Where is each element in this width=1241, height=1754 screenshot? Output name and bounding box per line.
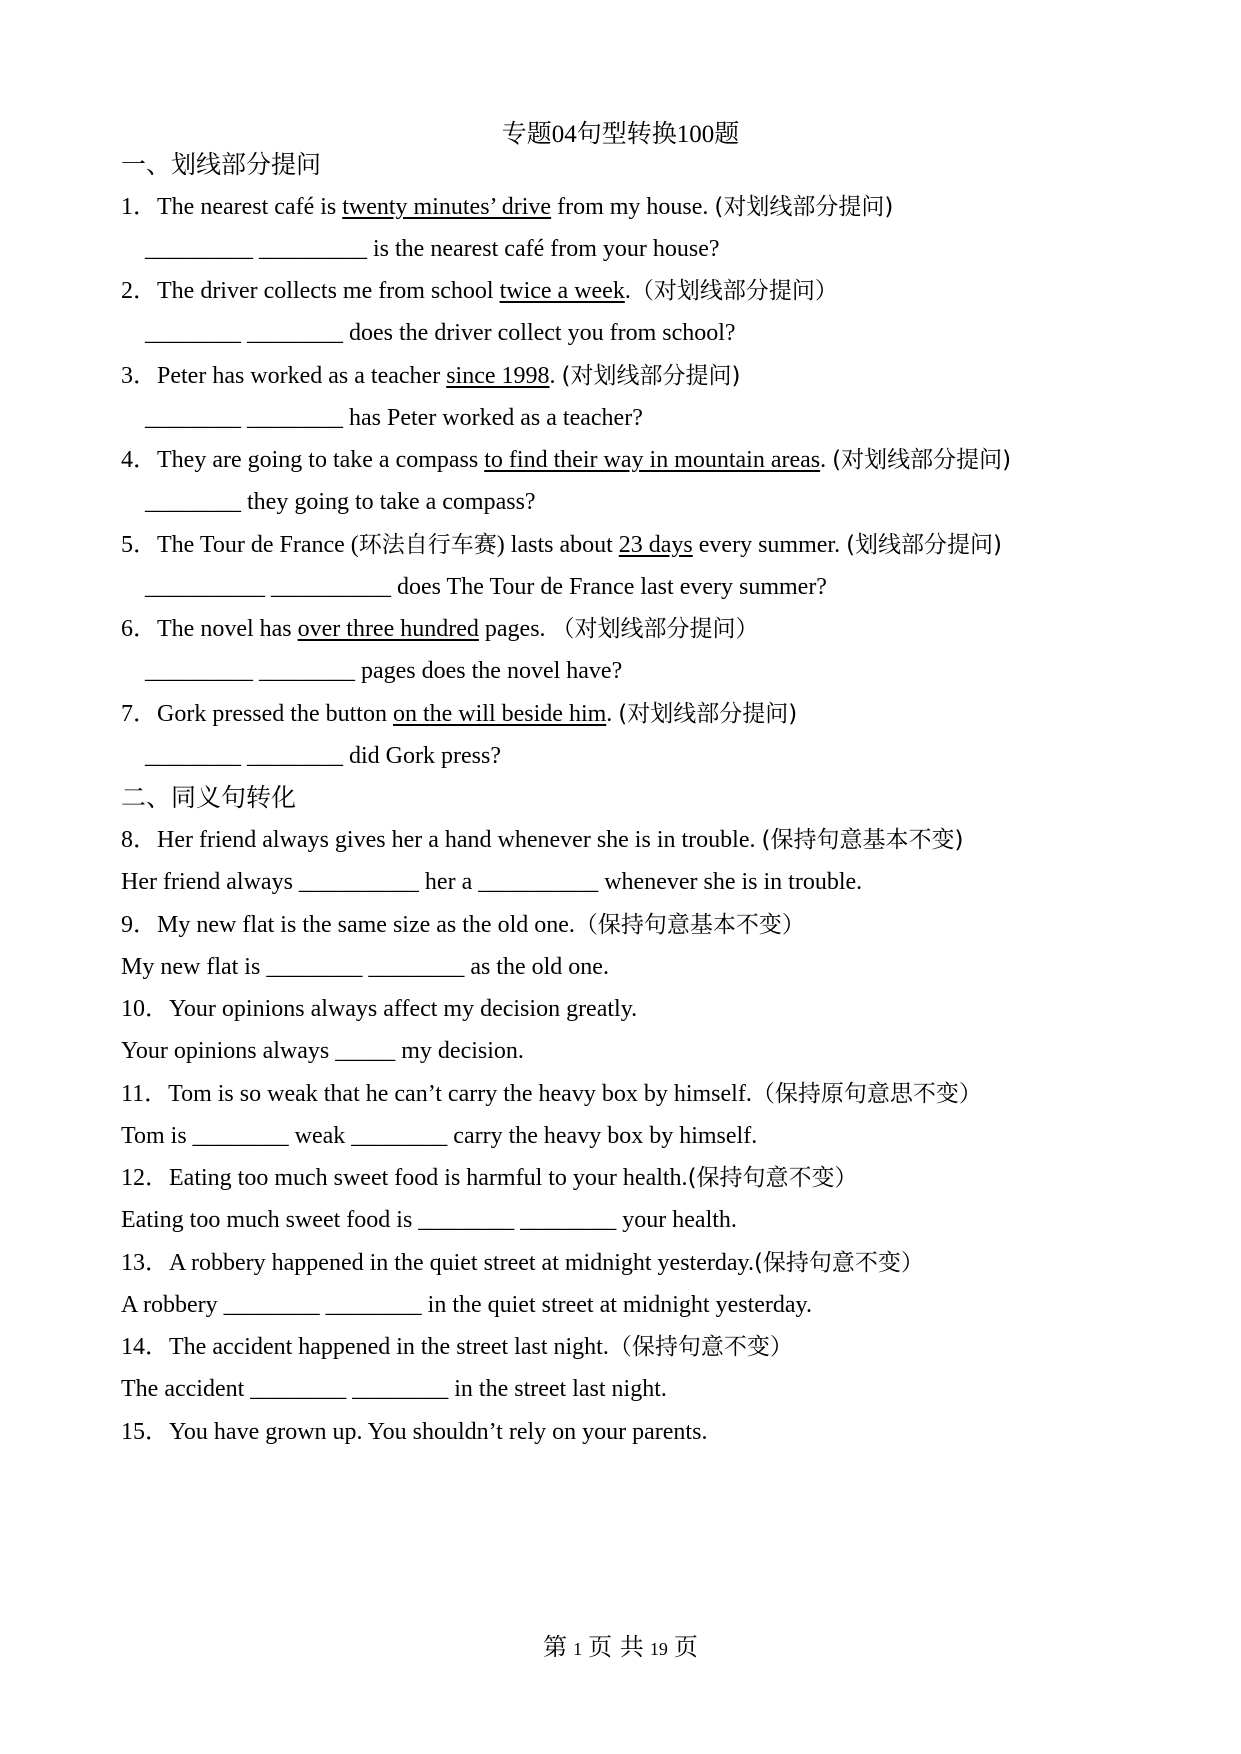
footer-suffix: 页: [673, 1633, 698, 1661]
question-text: .: [624, 278, 631, 304]
question-text: The nearest café is: [157, 194, 343, 220]
question-number: 8．: [121, 827, 157, 853]
question-14: [121, 1330, 793, 1364]
underlined-part: since 1998: [446, 363, 550, 389]
question-text: The Tour de France (: [157, 532, 359, 558]
question-number: 6．: [121, 616, 157, 642]
instruction: (对划线部分提问): [714, 194, 894, 220]
answer-line-9: My new flat is ________ ________ as the old one.: [121, 954, 609, 980]
question-number: 9．: [121, 912, 157, 938]
question-number: 10．: [121, 996, 169, 1022]
question-15: [121, 1415, 707, 1449]
section-heading-questions: 一、划线部分提问: [121, 150, 322, 179]
question-5: [121, 528, 1002, 562]
question-4: [121, 443, 1011, 477]
answer-line-10: Your opinions always _____ my decision.: [121, 1038, 524, 1064]
underlined-part: to find their way in mountain areas: [484, 447, 821, 473]
instruction: （保持原句意思不变）: [751, 1081, 982, 1107]
question-text: The driver collects me from school: [157, 278, 500, 304]
question-text: Peter has worked as a teacher: [157, 363, 447, 389]
underlined-part: over three hundred: [297, 616, 479, 642]
answer-line-4: ________ they going to take a compass?: [145, 489, 536, 515]
question-text: every summer.: [692, 532, 847, 558]
answer-line-8: Her friend always __________ her a __________ whenever she is in trouble.: [121, 869, 863, 895]
answer-line-6: _________ ________ pages does the novel have?: [145, 658, 623, 684]
question-9: [121, 908, 805, 942]
question-text: You have grown up. You shouldn’t rely on your parents.: [169, 1419, 708, 1445]
question-text: The novel has: [157, 616, 298, 642]
question-text: The accident happened in the street last night.: [169, 1334, 609, 1360]
question-text: They are going to take a compass: [157, 447, 485, 473]
instruction: (保持句意不变）: [687, 1165, 858, 1191]
footer-mid: 页 共: [588, 1633, 644, 1661]
page-number: 1: [573, 1639, 583, 1659]
instruction: (保持句意基本不变): [761, 827, 964, 853]
question-number: 13．: [121, 1250, 169, 1276]
instruction: (对划线部分提问): [561, 363, 741, 389]
question-7: [121, 697, 797, 731]
question-1: [121, 190, 893, 224]
answer-line-14: The accident ________ ________ in the street last night.: [121, 1376, 667, 1402]
question-text: .: [549, 363, 562, 389]
question-text: My new flat is the same size as the old one.: [157, 912, 575, 938]
question-text: pages.: [478, 616, 552, 642]
page-footer: [0, 1630, 1241, 1666]
question-number: 11．: [121, 1081, 169, 1107]
chinese-note: 环法自行车赛: [358, 532, 497, 558]
question-number: 5．: [121, 532, 157, 558]
answer-line-13: A robbery ________ ________ in the quiet street at midnight yesterday.: [121, 1292, 812, 1318]
question-number: 15．: [121, 1419, 169, 1445]
question-text: Tom is so weak that he can’t carry the heavy box by himself.: [168, 1081, 752, 1107]
instruction: （对划线部分提问）: [630, 278, 838, 304]
underlined-part: on the will beside him: [392, 701, 607, 727]
question-2: [121, 274, 838, 308]
question-number: 1．: [121, 194, 157, 220]
question-text: Eating too much sweet food is harmful to your health.: [169, 1165, 688, 1191]
question-6: [121, 612, 759, 646]
question-11: [121, 1077, 982, 1111]
underlined-part: twice a week: [499, 278, 625, 304]
question-text: .: [606, 701, 619, 727]
question-text: Gork pressed the button: [157, 701, 393, 727]
instruction: （保持句意不变）: [608, 1334, 793, 1360]
question-number: 12．: [121, 1165, 169, 1191]
answer-line-3: ________ ________ has Peter worked as a teacher?: [145, 405, 643, 431]
question-text: Her friend always gives her a hand whenever she is in trouble.: [157, 827, 762, 853]
question-3: [121, 359, 740, 393]
instruction: (对划线部分提问): [832, 447, 1012, 473]
answer-line-2: ________ ________ does the driver collect you from school?: [145, 320, 736, 346]
page-title: 专题04句型转换100题: [501, 121, 740, 148]
question-8: [121, 823, 963, 857]
question-text: A robbery happened in the quiet street at midnight yesterday.: [169, 1250, 754, 1276]
question-10: [121, 992, 637, 1026]
question-number: 2．: [121, 278, 157, 304]
instruction: （保持句意基本不变）: [574, 912, 805, 938]
underlined-part: 23 days: [618, 532, 693, 558]
section-heading-synonyms: 二、同义句转化: [121, 783, 297, 812]
instruction: （对划线部分提问）: [551, 616, 759, 642]
underlined-part: twenty minutes’ drive: [342, 194, 552, 220]
total-pages: 19: [649, 1639, 668, 1659]
answer-line-11: Tom is ________ weak ________ carry the heavy box by himself.: [121, 1123, 758, 1149]
question-12: [121, 1161, 858, 1195]
answer-line-5: __________ __________ does The Tour de France last every summer?: [145, 574, 827, 600]
question-text: .: [820, 447, 833, 473]
question-13: [121, 1246, 924, 1280]
question-number: 7．: [121, 701, 157, 727]
answer-line-1: _________ _________ is the nearest café from your house?: [145, 236, 720, 262]
question-text: Your opinions always affect my decision greatly.: [169, 996, 638, 1022]
question-text: ) lasts about: [496, 532, 619, 558]
instruction: (保持句意不变）: [753, 1250, 924, 1276]
question-number: 3．: [121, 363, 157, 389]
footer-prefix: 第: [543, 1633, 568, 1661]
question-number: 14．: [121, 1334, 169, 1360]
instruction: (划线部分提问): [846, 532, 1003, 558]
question-number: 4．: [121, 447, 157, 473]
answer-line-12: Eating too much sweet food is ________ ________ your health.: [121, 1207, 737, 1233]
answer-line-7: ________ ________ did Gork press?: [145, 743, 501, 769]
question-text: from my house.: [551, 194, 715, 220]
instruction: (对划线部分提问): [618, 701, 798, 727]
